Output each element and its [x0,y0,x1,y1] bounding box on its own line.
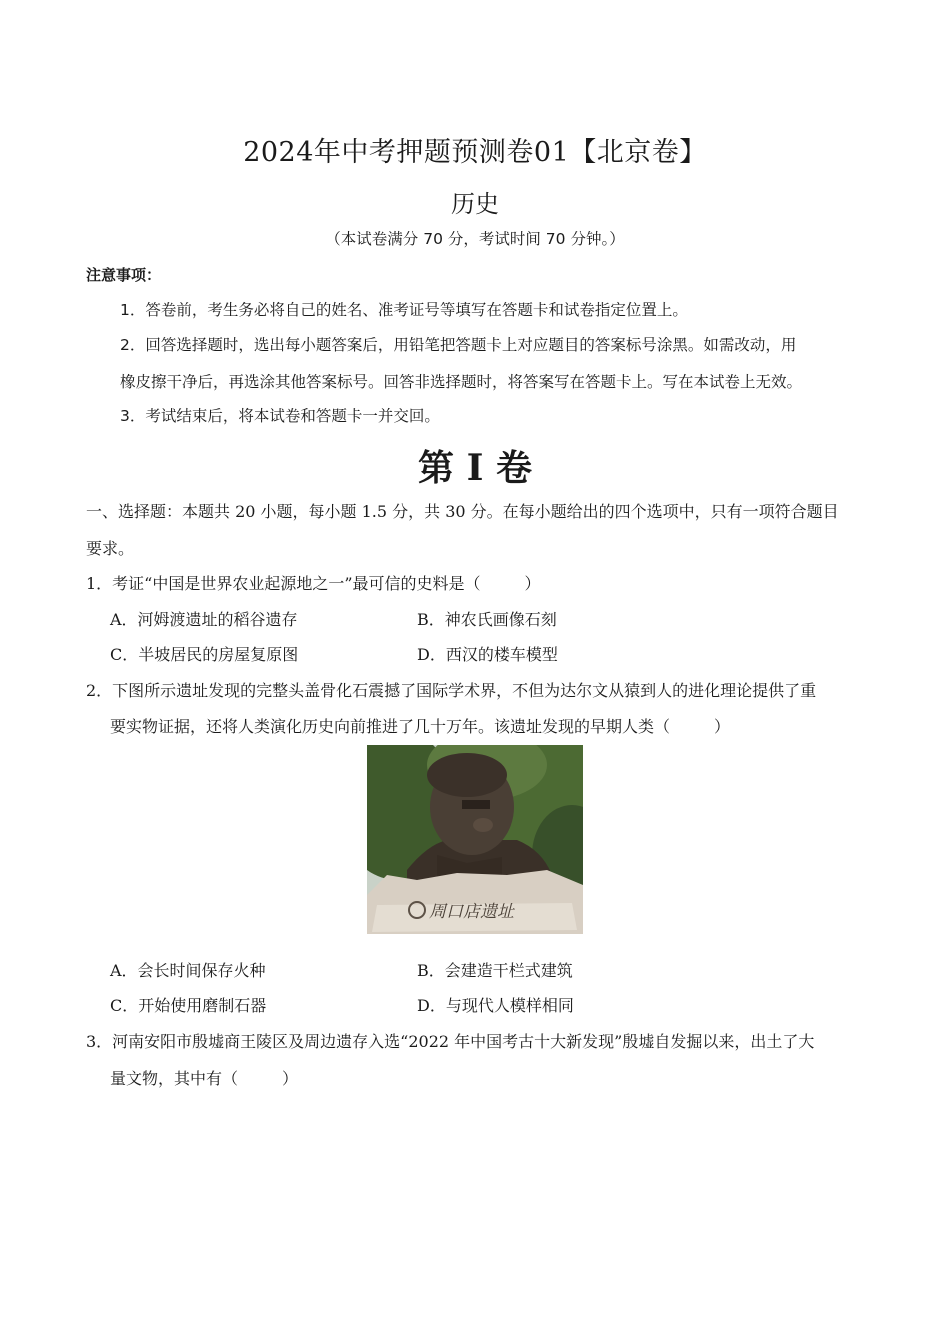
section-instruction: 一、选择题：本题共 20 小题，每小题 1.5 分，共 30 分。在每小题给出的四个选项中，只有一项符合题目 [86,502,839,521]
subject-title: 历史 [451,190,499,218]
notice-item: 2．回答选择题时，选出每小题答案后，用铅笔把答题卡上对应题目的答案标号涂黑。如需改动，用 [120,336,797,354]
question-3-stem-text: 量文物，其中有（ [110,1069,239,1088]
photo-caption: 周口店遗址 [429,902,514,922]
question-2-paren-close: ） [714,717,731,736]
question-2-stem-text: 要实物证据，还将人类演化历史向前推进了几十万年。该遗址发现的早期人类（ [110,717,671,736]
question-1-paren-close: ） [524,574,541,593]
question-2-stem-line: 2．下图所示遗址发现的完整头盖骨化石震撼了国际学术界，不但为达尔文从猿到人的进化理论提供了重 [86,681,817,700]
question-2-option-c[interactable]: C．开始使用磨制石器 [110,996,267,1015]
question-1-option-a[interactable]: A．河姆渡遗址的稻谷遗存 [110,610,298,629]
section-instruction: 要求。 [86,539,135,558]
question-3-paren-close: ） [282,1069,299,1088]
zhoukoudian-photo [367,745,583,934]
notice-item: 橡皮擦干净后，再选涂其他答案标号。回答非选择题时，将答案写在答题卡上。写在本试卷上无效。 [120,373,803,391]
question-2-option-a[interactable]: A．会长时间保存火种 [110,961,266,980]
exam-info: （本试卷满分 70 分，考试时间 70 分钟。） [325,230,625,248]
question-1-option-d[interactable]: D．西汉的楼车模型 [417,645,558,664]
notice-item: 1．答卷前，考生务必将自己的姓名、准考证号等填写在答题卡和试卷指定位置上。 [120,301,688,319]
notice-heading: 注意事项： [86,266,162,284]
question-3-stem [110,1066,298,1089]
exam-title: 2024年中考押题预测卷01【北京卷】 [243,137,707,168]
question-1-option-b[interactable]: B．神农氏画像石刻 [417,610,557,629]
question-2-option-b[interactable]: B．会建造干栏式建筑 [417,961,573,980]
question-2-option-d[interactable]: D．与现代人模样相同 [417,996,574,1015]
question-3-stem-line: 3．河南安阳市殷墟商王陵区及周边遗存入选“2022 年中国考古十大新发现”殷墟自发掘以来，出土了大 [86,1032,815,1051]
question-2-stem [110,714,730,737]
section-title: 第 I 卷 [418,447,532,489]
question-1-option-c[interactable]: C．半坡居民的房屋复原图 [110,645,299,664]
question-1-stem-text: 1．考证“中国是世界农业起源地之一”最可信的史料是（ [86,574,481,593]
notice-item: 3．考试结束后，将本试卷和答题卡一并交回。 [120,407,440,425]
question-1-stem [86,571,541,594]
